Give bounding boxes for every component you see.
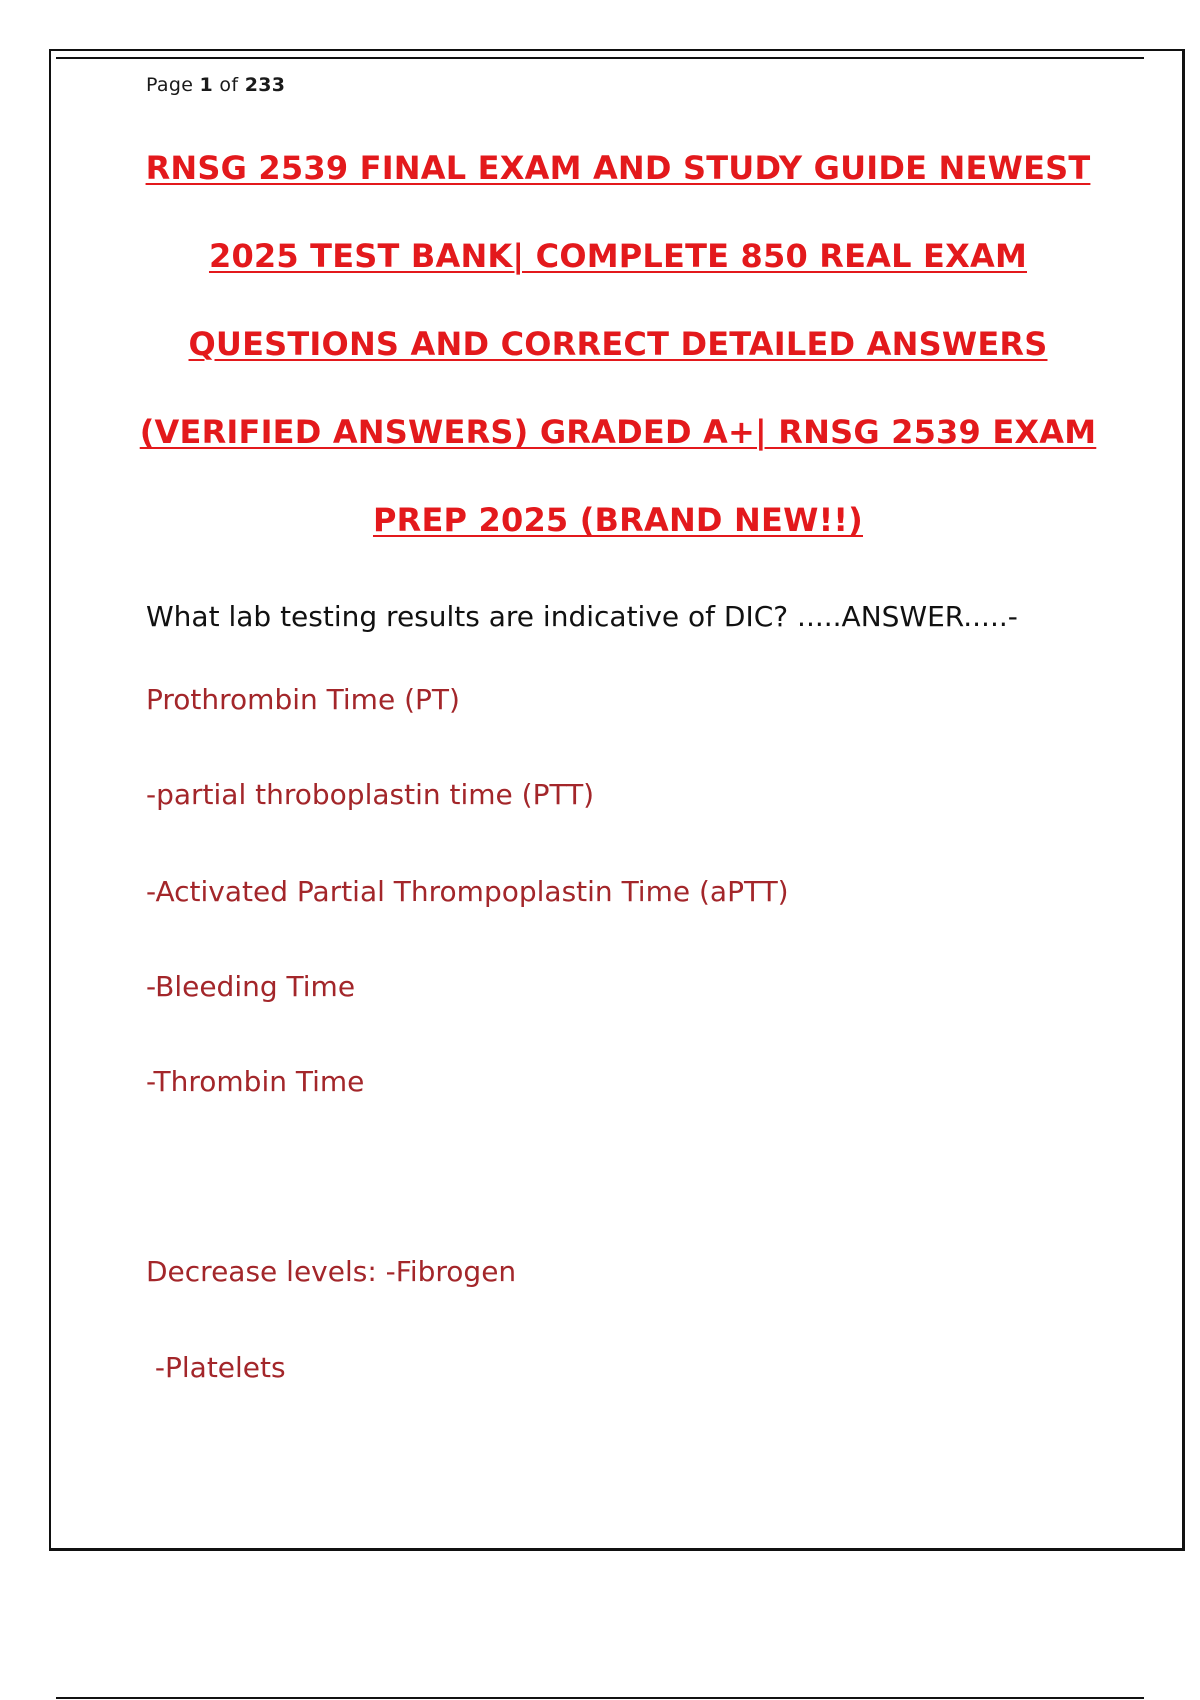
header-rule	[56, 57, 1144, 59]
question-text: What lab testing results are indicative of DIC? .....ANSWER.....-	[146, 600, 1018, 633]
page-total: 233	[244, 74, 286, 96]
page-counter	[146, 74, 285, 96]
answer-line: -partial throboplastin time (PTT)	[146, 778, 595, 811]
answer-line: -Activated Partial Thrompoplastin Time (aPTT)	[146, 875, 789, 908]
page-current: 1	[199, 74, 214, 96]
title-line: PREP 2025 (BRAND NEW!!)	[372, 501, 863, 539]
title-line: RNSG 2539 FINAL EXAM AND STUDY GUIDE NEWEST	[145, 149, 1091, 187]
footer-rule	[56, 1697, 1144, 1699]
answer-line: -Thrombin Time	[146, 1065, 365, 1098]
answer-line: -Bleeding Time	[146, 970, 356, 1003]
title-line: (VERIFIED ANSWERS) GRADED A+| RNSG 2539 EXAM	[139, 413, 1097, 451]
document-title	[120, 138, 1116, 578]
answer-line: Decrease levels: -Fibrogen	[146, 1255, 517, 1288]
answer-line: Prothrombin Time (PT)	[146, 683, 460, 716]
title-line: 2025 TEST BANK| COMPLETE 850 REAL EXAM	[208, 237, 1027, 275]
page-of: of	[219, 74, 239, 96]
page-word: Page	[146, 74, 194, 96]
title-line: QUESTIONS AND CORRECT DETAILED ANSWERS	[188, 325, 1048, 363]
answer-line: -Platelets	[146, 1351, 286, 1384]
